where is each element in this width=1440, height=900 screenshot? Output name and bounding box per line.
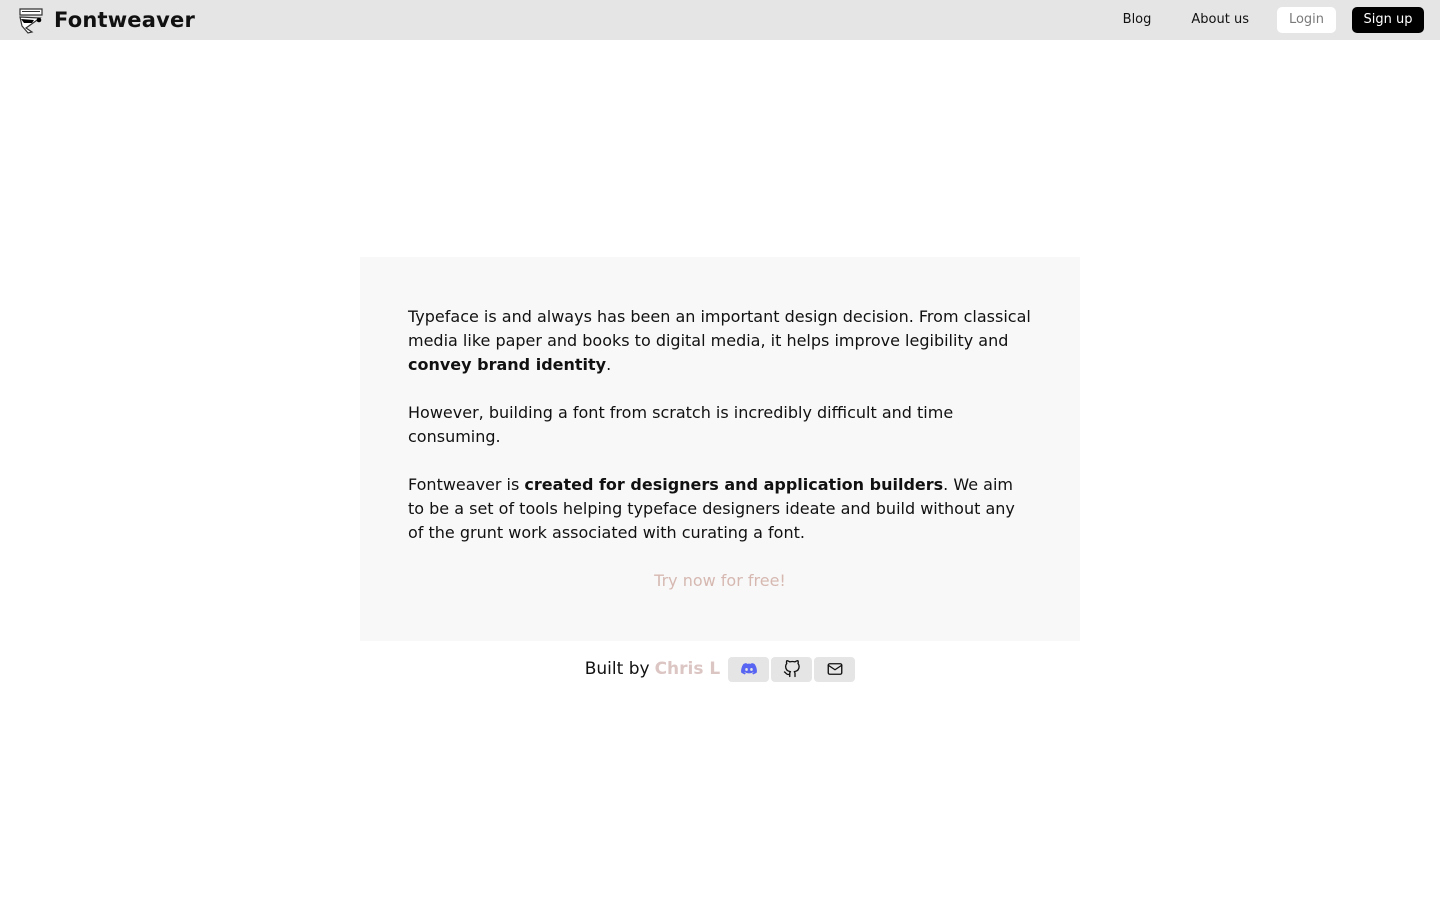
intro-paragraph-2: However, building a font from scratch is incredibly difficult and time consuming. — [408, 403, 954, 446]
intro-paragraph-1-emphasis: convey brand identity — [408, 355, 607, 374]
intro-paragraph-3-end: . We aim to be a set of tools helping typeface designers ideate and build without any of the grunt work associated with curating a font. — [408, 475, 1015, 542]
discord-button[interactable] — [728, 657, 769, 682]
intro-paragraph-1-text: Typeface is and always has been an important design decision. From classical media like paper and books to digital media, it helps improve legibility and — [408, 307, 1031, 350]
nav-about-link[interactable]: About us — [1191, 12, 1249, 27]
intro-card — [360, 257, 1080, 641]
built-by-label: Built by — [584, 659, 650, 679]
brand-name: Fontweaver — [54, 8, 196, 32]
intro-paragraph-3 — [408, 473, 1032, 545]
intro-paragraph-3-emphasis: created for designers and application builders — [524, 475, 944, 494]
intro-paragraph-1 — [408, 305, 1032, 377]
fontweaver-logo-icon — [18, 6, 44, 34]
signup-button[interactable]: Sign up — [1352, 7, 1424, 33]
email-button[interactable] — [814, 657, 855, 682]
intro-paragraph-3-start: Fontweaver is — [408, 475, 525, 494]
github-icon — [783, 660, 801, 678]
mail-icon — [826, 660, 844, 678]
nav-blog-link[interactable]: Blog — [1122, 12, 1152, 27]
top-navbar — [0, 0, 1440, 40]
main-nav — [1103, 7, 1424, 33]
brand-logo-link[interactable] — [18, 6, 195, 34]
discord-icon — [740, 660, 758, 678]
github-button[interactable] — [771, 657, 812, 682]
try-free-link[interactable]: Try now for free! — [654, 571, 786, 590]
author-link[interactable]: Chris L — [654, 659, 721, 679]
login-button[interactable]: Login — [1277, 7, 1336, 33]
intro-paragraph-1-end: . — [606, 355, 612, 374]
social-links — [728, 657, 855, 682]
footer — [0, 656, 1440, 682]
